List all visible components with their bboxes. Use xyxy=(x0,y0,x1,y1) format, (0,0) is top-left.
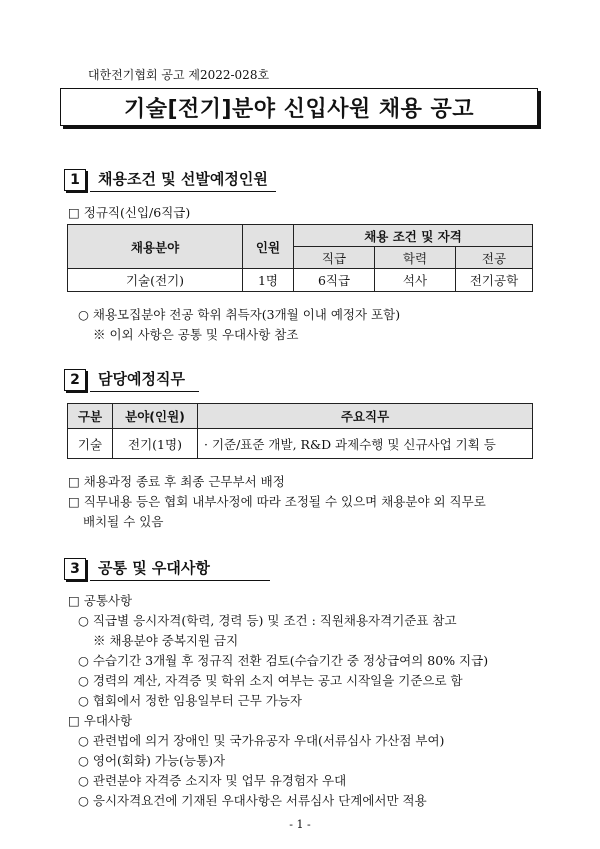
section-3-line: ○ 관련분야 자격증 소지자 및 업무 유경험자 우대 xyxy=(78,773,347,788)
section-3-line: □ 공통사항 xyxy=(68,593,133,608)
section-3-line: ○ 관련법에 의거 장애인 및 국가유공자 우대(서류심사 가산점 부여) xyxy=(78,733,445,748)
section-3-title: 공통 및 우대사항 xyxy=(90,557,270,581)
section-2-note-2: □ 직무내용 등은 협회 내부사정에 따라 조정될 수 있으며 채용분야 외 직무로 xyxy=(68,494,486,509)
cell-count: 1명 xyxy=(243,269,294,292)
cell-duties: · 기준/표준 개발, R&D 과제수행 및 신규사업 기획 등 xyxy=(198,429,533,459)
cell-field-count: 전기(1명) xyxy=(113,429,198,459)
th-major: 전공 xyxy=(456,247,533,269)
page-number: - 1 - xyxy=(289,818,311,831)
th-degree: 학력 xyxy=(375,247,456,269)
table-row xyxy=(68,429,533,459)
section-1-bullet: □ 정규직(신입/6직급) xyxy=(68,205,191,220)
notice-number: 대한전기협회 공고 제2022-028호 xyxy=(88,68,270,82)
table-row xyxy=(68,269,533,292)
section-3-line: ○ 영어(회화) 가능(능통)자 xyxy=(78,753,226,768)
th-field: 채용분야 xyxy=(68,225,243,269)
section-3-line: ○ 수습기간 3개월 후 정규직 전환 검토(수습기간 중 정상급여의 80% 지급) xyxy=(78,653,489,668)
section-1-note-2: ※ 이외 사항은 공통 및 우대사항 참조 xyxy=(93,327,299,342)
th-conditions: 채용 조건 및 자격 xyxy=(294,225,533,247)
cell-division: 기술 xyxy=(68,429,113,459)
section-3-line: ○ 직급별 응시자격(학력, 경력 등) 및 조건 : 직원채용자격기준표 참고 xyxy=(78,613,457,628)
th-division: 구분 xyxy=(68,404,113,429)
section-2-note-3: 배치될 수 있음 xyxy=(83,514,164,529)
cell-field: 기술(전기) xyxy=(68,269,243,292)
cell-degree: 석사 xyxy=(375,269,456,292)
recruitment-table xyxy=(67,224,533,292)
section-2-title: 담당예정직무 xyxy=(90,368,199,392)
section-1-header xyxy=(64,168,276,192)
section-1-note-1: ○ 채용모집분야 전공 학위 취득자(3개월 이내 예정자 포함) xyxy=(78,307,401,322)
section-3-header xyxy=(64,557,270,581)
section-3-number: 3 xyxy=(64,558,86,580)
section-3-line: ○ 협회에서 정한 임용일부터 근무 가능자 xyxy=(78,693,302,708)
page-title: 기술[전기]분야 신입사원 채용 공고 xyxy=(60,88,538,126)
cell-grade: 6직급 xyxy=(294,269,375,292)
section-2-number: 2 xyxy=(64,369,86,391)
section-3-line: ○ 응시자격요건에 기재된 우대사항은 서류심사 단계에서만 적용 xyxy=(78,793,427,808)
cell-major: 전기공학 xyxy=(456,269,533,292)
section-2-header xyxy=(64,368,199,392)
section-3-line: ○ 경력의 계산, 자격증 및 학위 소지 여부는 공고 시작일을 기준으로 함 xyxy=(78,673,463,688)
section-1-title: 채용조건 및 선발예정인원 xyxy=(90,168,276,192)
section-3-line: ※ 채용분야 중복지원 금지 xyxy=(93,633,239,648)
th-field-count: 분야(인원) xyxy=(113,404,198,429)
section-3-line: □ 우대사항 xyxy=(68,713,133,728)
duties-table xyxy=(67,403,533,459)
section-1-number: 1 xyxy=(64,169,86,191)
th-count: 인원 xyxy=(243,225,294,269)
th-grade: 직급 xyxy=(294,247,375,269)
th-duties: 주요직무 xyxy=(198,404,533,429)
section-2-note-1: □ 채용과정 종료 후 최종 근무부서 배정 xyxy=(68,474,285,489)
